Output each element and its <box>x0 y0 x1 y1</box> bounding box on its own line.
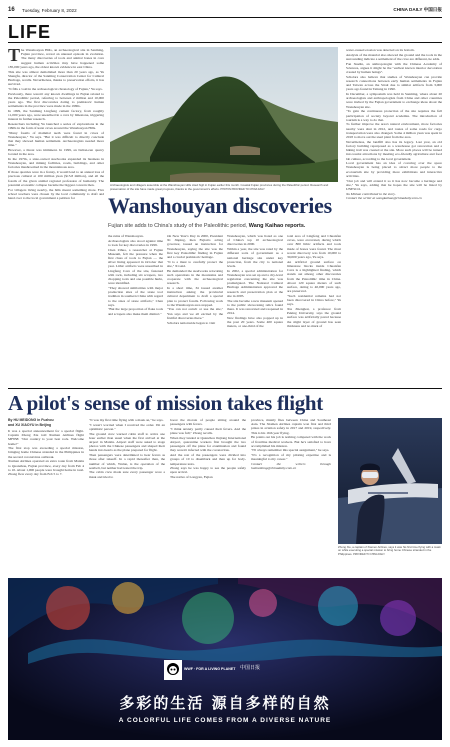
paragraph: boost the morale of people sitting around the passengers with fevers. <box>170 418 246 427</box>
paragraph: In 2002, a special administration for Wanshouyan was set up and a city-level regulation concerning the site was promulgated. The National Cultural Heritage Administration approved the research and preservation plan at the site in 2005. <box>227 268 283 298</box>
story1-column-3 <box>167 234 223 384</box>
story1-column-1 <box>8 48 104 386</box>
paragraph: In a short time, Xi issued another instruction asking the provincial cultural department to draft a special plan to protect fossils. Following work to the Wanshouyan area stopped. <box>167 285 223 307</box>
paragraph: Local government has an idea of covering over the space Wanshouyan is being placed to attract more people to the ecotourism site by providing more exhibitions and interactive activities. <box>346 161 442 178</box>
byline: and XU XIAOYU in Beijing <box>8 422 52 427</box>
paragraph: he Wanshouyan Hills, an archaeological site in Sanming, Fujian province, reveal an unusual episode in evolution. The many discoveries of tools and animal bones in cave suggest human activities may have happened some 185,000 years ago, the oldest known evidence in east China. <box>8 48 104 69</box>
paragraph: "I think anxiety partly caused their fevers. And the plane was full," Zhong recalls. <box>170 426 246 436</box>
paragraph: It was a special announcement for a special flight. Captain Zhong Xie told Xiamen Airlines flight MF858: "Our country is your best rock. Welcome home!" <box>8 428 84 446</box>
paragraph: Researchers including Yu launched a series of explorations in the 1990s in the form of karst caves around the Wanshouyan Hills. <box>8 121 104 131</box>
ad-slogan-english: A COLORFUL LIFE COMES FROM A DIVERSE NATURE <box>118 717 332 724</box>
newspaper-brand: CHINA DAILY 中国日报 <box>393 7 442 12</box>
paragraph: "It fills a void in the archaeological chronology of Fujian," Yu says. <box>8 86 103 91</box>
paragraph: Zhong flew every day from Feb 5 to 7. <box>8 472 63 477</box>
paragraph: The native of Longyan, Fujian <box>170 475 213 480</box>
paragraph: This site was almost demolished more than 20 years ago, as Yu Shengfu, director of the Sanming Conservation Center for Cultural Heritage, recalls. Nevertheless, thanks to preservation efforts, it has survived. <box>8 69 104 87</box>
paragraph: Analysis of the material also showed the ground and the tools in the surrounding indicate a settlement of the cave are different, he adds. <box>346 52 442 61</box>
page-number: 16 <box>8 7 15 13</box>
byline: By HU MEIDONG in Fuzhou <box>8 418 54 422</box>
page-header <box>8 6 442 16</box>
paragraph: province, mainly flies between China and Southeast Asia. The Xiamen Airlines captain won first and third prizes in aviation safety in 2017 and 2019, respectively. This is his 16th year flying. <box>251 418 331 435</box>
contact-note: Contact the writer at wangkaihao@chinadaily.com.cn <box>346 196 422 201</box>
paragraph: If those quarries were in a frenzy, it would lead to an annual loss of precious cultural at 100 million yuan ($15.8 million), and all the fossils of the given animal regional profession of humanity. The potential economic collapse became the biggest concern then. <box>8 170 104 187</box>
paragraph: The ground crew warned cabin staff to arrive one hour earlier than usual when the first arrived at the airport in Manila. Airport staff were asked to stage photos with the Chinese passengers and shaped their hands into hearts as the plane prepared for flight. <box>89 431 165 453</box>
paragraph: When they landed at Quanzhou Jinjiang International Airport, quarantine workers first brought the two passengers off the plane for examination and found they weren't infected with the coronavirus. <box>170 435 246 453</box>
paragraph: For villagers living nearby, the hills meant something more. Five school teachers were chosen by the local community to draft and hand over to the local government a petition for <box>8 187 104 200</box>
paragraph: To further improve the area's natural environment, more factories nearby were shut in 2012, and routes of some roads for cargo transportation were also changed. Some 4 million yuan was spent in 2018 to move out the steel plant from the area. <box>346 122 442 140</box>
story-divider <box>8 388 442 389</box>
caption-text: Archaeologists and villagers assemble at the Wanshouyan Hills cited high in Fujian earlier this month. Coastal Fujian provinces during the Paleolithic period. Research and preservation of the site have made great progress, thanks to the government's efforts. <box>110 183 329 191</box>
paragraph: "It is a must to carefully protect the site," Xi said. <box>167 259 223 268</box>
paragraph: Scholars nationwide began to visit <box>167 320 216 325</box>
section-title: LIFE <box>8 22 51 42</box>
pilot-photo <box>338 418 442 564</box>
panda-logo-icon <box>164 660 182 680</box>
paragraph: Archaeologists also stood against time to look for key discoveries in 1999. <box>108 238 163 247</box>
contact-note: Contact the writers through huimeidong@chinadaily.com.cn <box>251 462 331 471</box>
header-rule <box>8 17 442 18</box>
date-line: Tuesday, February 8, 2022 <box>22 8 77 13</box>
deck-text: Fujian site adds to China's study of the Paleolithic period, <box>108 223 249 229</box>
paragraph: Scholars also believe that studies of Wanshouyan can provide research connections between early human settlements in Fujian and Taiwan across the Strait due to similar artifacts from 3,000 years ago found in Taitung in 1990. <box>346 74 442 92</box>
paragraph: The cabin crew made sure every passenger wore a mask and tried to <box>89 470 165 479</box>
china-daily-logo-text: 中国日报 <box>240 665 261 671</box>
paragraph: "Such residential remains had not been discovered in China before," Yu says. <box>287 293 341 307</box>
paragraph: And the rest of the passengers were divided into groups of 10 to disembark and then up for body-temperature tests. <box>170 453 246 466</box>
dropcap: T <box>8 48 21 65</box>
paragraph: He demanded the steelworks relocating such operations in the mountains and cooperate with the archaeological research. <box>167 268 223 286</box>
paragraph: Then passengers were determined to hear fevers as those after takeoff. In a rapid thereafter then, the number of which, Wulan, is the operation of the seatbelt, but neither had tested the trip. <box>89 453 165 470</box>
story2-headline: A pilot's sense of mission takes flight <box>8 391 324 415</box>
paragraph: Fan Xuelin, an anthropologist with the Chinese Academy of Sciences, argues it might be the "earliest known interior decoration created by human beings". <box>346 61 442 75</box>
section-rule <box>8 42 442 43</box>
paragraph: "But the large proportion of flake tools and scrapers also make them distinct." <box>108 307 163 316</box>
story1-headline: Wanshouyan discoveries <box>108 193 332 218</box>
main-photo-caption <box>110 184 338 191</box>
wwf-logo-text: WWF · FOR A LIVING PLANET <box>184 667 236 671</box>
paragraph: An artificial ground surface on limestone blocks inside Chuanfan Cave is a highlighted finding, which stands out among other discoveries from the Paleolithic time in China. About 120 square meters of such surface, dating to 40,000 years ago, are preserved. <box>287 259 341 294</box>
story2-column-2 <box>89 418 165 570</box>
wanshouyan-hills-photo <box>110 47 338 182</box>
paragraph: Previously, there weren't any known dwellings in Fujian related to the Paleolithic period, referring to between 2 million and 10,000 years ago. The first discoveries dating to prehistoric human settlements in the province were made in the 1980s. <box>8 91 104 109</box>
paragraph: "Many fossils of mammal teeth were found in caves of Wanshouyan," Yu says. "But it was difficult to directly conclude that they showed human settlement. Archaeologists needed more time." <box>8 130 104 148</box>
paragraph: Xiamen Airlines operated an extra route from Manila to Quanzhou, Fujian province, every day from Feb 4 to 10. About 1,000 people were brought home in total. <box>8 459 84 472</box>
deck-byline: Wang Kaihao reports. <box>248 223 306 229</box>
story1-deck <box>108 223 348 229</box>
paragraph: "They showed similarities with major production sites of the stone tool tradition in southern China with regard to the sizes of stone artifacts," Chen says. <box>108 285 163 307</box>
paragraph: "You can not outwit or use the site," Yan says and we all excited by the fruitful discoveries there." <box>167 307 223 320</box>
photo-credit: PROVIDED TO CHINA DAILY <box>353 552 385 556</box>
story1-column-6 <box>346 48 442 386</box>
paragraph: The first stop was exceeding a special mission, bringing home Chinese stranded in the Philippines in the second coronavirus outbreak. <box>8 446 84 459</box>
pilot-photo-caption <box>338 546 442 556</box>
wwf-advertisement <box>8 578 442 740</box>
caption-text: Zhong Xie, a captain of Xiamen Airlines, says it was his first time flying with a mask on while executing a special mission to bring home Chinese stranded in the Philippines. <box>338 545 441 556</box>
story2-column-3 <box>170 418 246 570</box>
story2-column-1 <box>8 418 84 570</box>
paragraph: On New Year's Day in 2000, President Xi Jinping, then Fujian's acting governor, issued an instruction for Wanshouyan, saying the site was the first key Paleolithic finding in Fujian and a crucial prehistoric heritage. <box>167 234 223 260</box>
paragraph: Wanshouyan, which was listed as one of China's top 10 archaeological discoveries in 2000. <box>227 234 283 247</box>
paragraph: He points out his job is nothing compared with the work of frontline medical workers. But he's satisfied to have accomplished his mission. <box>251 435 331 448</box>
contributor-note: Xu Mishan contributed to the story. <box>346 191 396 196</box>
paragraph: "To gain the continuous protection of the site requires the full participation of society beyond academia. The introduction of tourism is a way to do that. <box>346 109 442 122</box>
paragraph: Chen Zihua, a researcher at Fujian Museum, felt the pressure when the first clues of tools to Fujian — the silver lining appeared in October that year. Lithic artifacts were unearthed in Lingfeng Cave of the site, fastened with rock, including six scrapers, two chopping tools and one possible hurin, were identified. <box>108 247 163 286</box>
paragraph: "I'll always remember this special assignment," he says. <box>251 448 330 453</box>
story1-column-4 <box>227 234 283 384</box>
paragraph: water-caused erosion was detected on its bottom. <box>346 48 415 52</box>
paragraph: "I wasn't worried when I received the order. I'm an optimistic person." <box>89 422 165 431</box>
story1-column-5 <box>287 234 341 384</box>
paragraph: Zhong says he was happy to see the people safely upon arrival. <box>170 466 246 475</box>
paragraph: In the 1970s, a state-owned steelworks expanded its business in Wanshouyan, and mining facilities, roads, buildings, and other factories mushroomed in the mountainous area. <box>8 157 104 170</box>
paragraph: In December, a symposium was held in Sanming, where about 20 archaeologists and anthropologists from China and other countries were invited by the Fujian government to exchange ideas about the Wanshouyan site. <box>346 92 442 109</box>
paragraph: However, a threat was imminent. In 1999, an Italian-run quarry located in the area. <box>8 148 104 157</box>
paragraph: "It's a recognition of my piloting expertise and is meaningful to my career." <box>251 453 331 462</box>
ad-slogan-chinese: 多彩的生活 源自多样的自然 <box>119 694 331 712</box>
paragraph: Within a year, the site was rated by the different sorts of government as a national heritage site under key protection, from the city to national levels. <box>227 247 283 268</box>
paragraph: "Our job and will extend it so it has now become a heritage and site," Yu says, adding that he hopes the site will be listed by UNESCO. <box>346 178 442 191</box>
paragraph: In 1999, the Sanming Lingfeng cement factory, from roughly 11,000 years ago, were unearthed in a cave by limestone, triggering interest in further research. <box>8 108 104 122</box>
paragraph: the ruins of Wanshouyan. <box>108 234 144 238</box>
photo-credit: PHOTOS PROVIDED TO CHINA DAILY <box>220 187 265 191</box>
paragraph: total area of Lingfeng and Chuanfan caves, were excavated, during which over 800 lithic artifacts and tools made of bones were found. The most recent discovery was from 10,000 to 30,000 years ago, Yu says. <box>287 234 341 260</box>
paragraph: The site became a new museum opened to the public showcasing relics found there. It was renovated and reopened in 2014. <box>227 298 283 316</box>
paragraph: Nevertheless, the landfill also has its legacy. Last year, an old factory building repurposed as a warehouse got renovation and a hiking trail was created at the site. More such places will be turned into tourist attractions by meeting eco-friendly agriculture and food lab culture, according to the local government. <box>346 139 442 161</box>
paragraph: Xia Zhengkai, a professor from Peking University, says the ground surface was artificially paved because the slight layer of ground has seen thickness and no mark of <box>287 306 341 328</box>
story2-column-4 <box>251 418 331 570</box>
paragraph: New findings have also popped up in the past 20 years. Some 400 square meters, or one-third of the <box>227 315 283 329</box>
paragraph: "It was my first time flying with a mask on," he says. <box>89 418 164 422</box>
story1-column-2 <box>108 234 163 384</box>
